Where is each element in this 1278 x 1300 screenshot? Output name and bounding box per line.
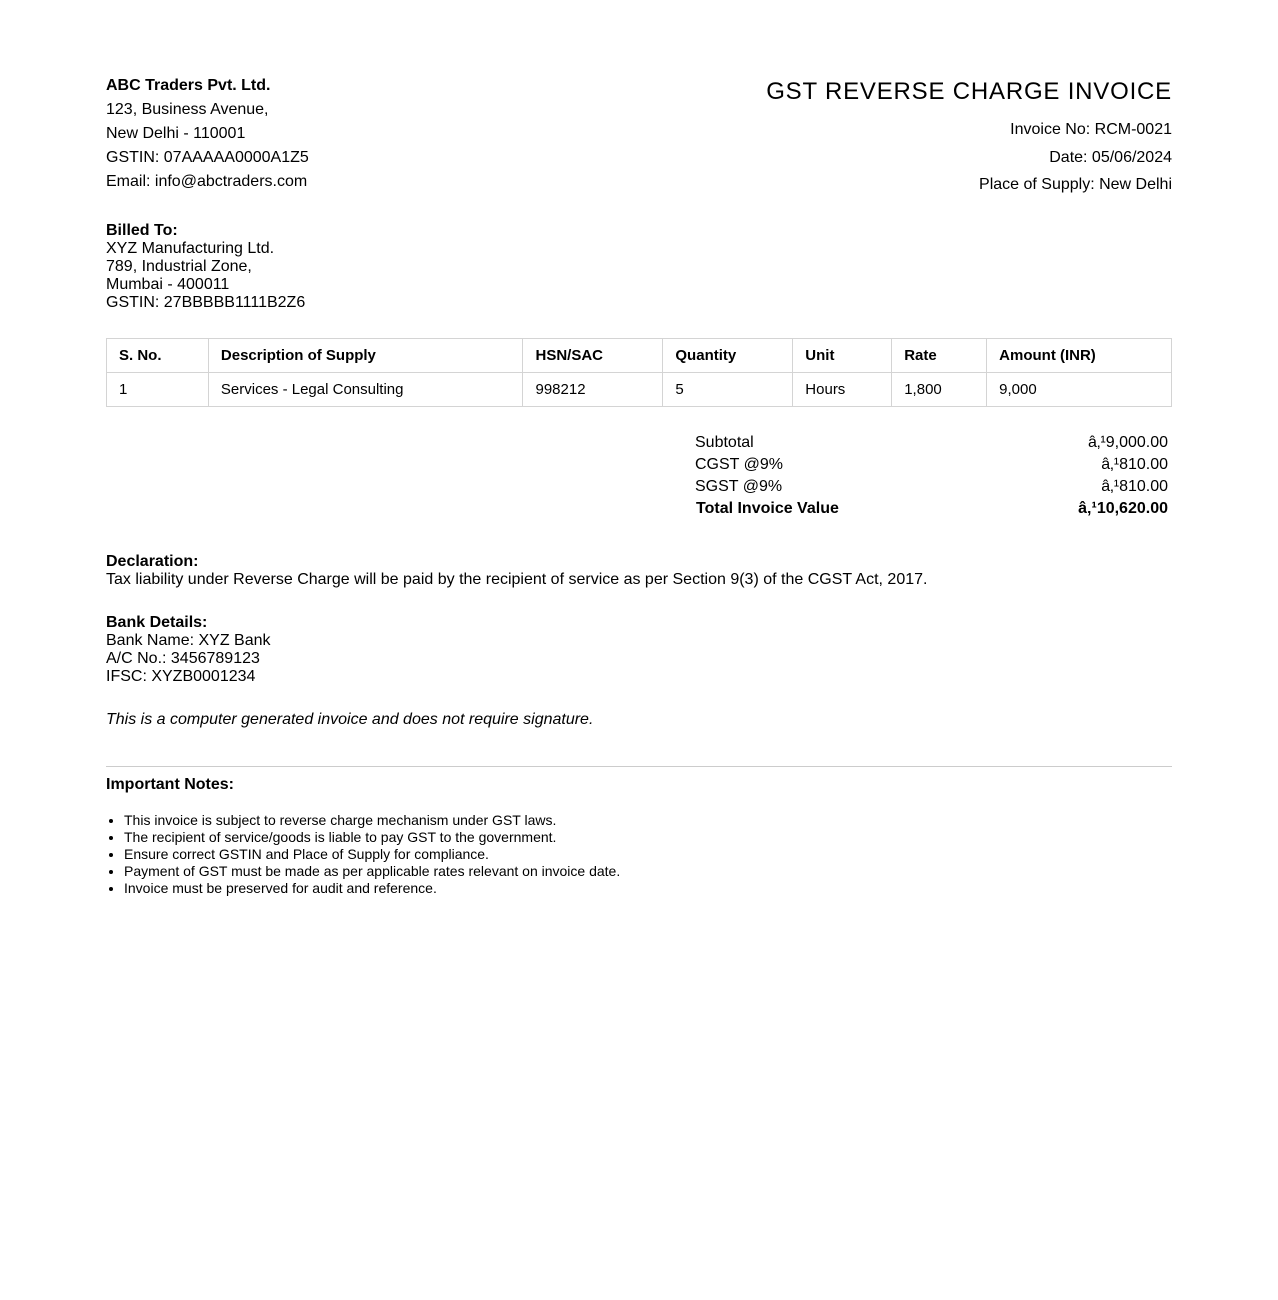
billed-to-name: XYZ Manufacturing Ltd. xyxy=(106,240,275,257)
total-value: â‚¹10,620.00 xyxy=(1078,500,1168,517)
total-label: Total Invoice Value xyxy=(696,500,839,517)
cgst-row xyxy=(695,454,1171,476)
cell-rate: 1,800 xyxy=(892,373,987,407)
billed-to-address-line-1: 789, Industrial Zone, xyxy=(106,258,252,275)
column-header-amount: Amount (INR) xyxy=(987,339,1172,373)
cgst-value: â‚¹810.00 xyxy=(1101,456,1168,473)
invoice-number: Invoice No: RCM-0021 xyxy=(1010,121,1172,138)
subtotal-row xyxy=(695,432,1171,454)
invoice-meta xyxy=(572,76,1172,199)
column-header-hsn-sac: HSN/SAC xyxy=(523,339,663,373)
bank-account-number: A/C No.: 3456789123 xyxy=(106,650,260,667)
sender-details xyxy=(106,74,506,194)
place-of-supply: Place of Supply: New Delhi xyxy=(979,176,1172,193)
list-item: • The recipient of service/goods is liable to pay GST to the government. xyxy=(124,829,1172,846)
bank-ifsc: IFSC: XYZB0001234 xyxy=(106,668,256,685)
bank-details-heading: Bank Details: xyxy=(106,614,208,631)
declaration xyxy=(106,553,927,589)
sender-email: Email: info@abctraders.com xyxy=(106,173,308,190)
billed-to-heading: Billed To: xyxy=(106,222,178,239)
cell-amount: 9,000 xyxy=(987,373,1172,407)
column-header-quantity: Quantity xyxy=(663,339,793,373)
subtotal-label: Subtotal xyxy=(695,434,754,451)
invoice-title: GST REVERSE CHARGE INVOICE xyxy=(766,78,1172,105)
invoice-date: Date: 05/06/2024 xyxy=(1049,148,1172,166)
bank-name: Bank Name: XYZ Bank xyxy=(106,632,271,649)
billed-to-gstin: GSTIN: 27BBBBB1111B2Z6 xyxy=(106,294,306,311)
sgst-label: SGST @9% xyxy=(695,478,783,495)
items-table xyxy=(106,338,1172,407)
sender-gstin: GSTIN: 07AAAAA0000A1Z5 xyxy=(106,149,309,166)
sender-company-name: ABC Traders Pvt. Ltd. xyxy=(106,77,271,94)
table-row xyxy=(107,373,1172,407)
important-notes-heading: Important Notes: xyxy=(106,776,234,793)
sgst-value: â‚¹810.00 xyxy=(1101,478,1168,495)
important-notes xyxy=(106,776,1172,897)
cgst-label: CGST @9% xyxy=(695,456,783,473)
declaration-text: Tax liability under Reverse Charge will be paid by the recipient of service as per Section 9(3) of the CGST Act, 2017. xyxy=(106,571,928,588)
sgst-row xyxy=(695,476,1171,498)
billed-to xyxy=(106,222,305,312)
sender-address-line-2: New Delhi - 110001 xyxy=(106,125,246,142)
column-header-rate: Rate xyxy=(892,339,987,373)
computer-generated-note: This is a computer generated invoice and does not require signature. xyxy=(106,711,594,728)
subtotal-value: â‚¹9,000.00 xyxy=(1087,434,1168,451)
section-divider xyxy=(106,766,1172,767)
cell-hsn-sac: 998212 xyxy=(523,373,663,407)
list-item: • Ensure correct GSTIN and Place of Supply for compliance. xyxy=(124,846,1172,863)
column-header-sno: S. No. xyxy=(107,339,209,373)
billed-to-address-line-2: Mumbai - 400011 xyxy=(106,276,230,293)
bank-details xyxy=(106,614,271,686)
list-item: • This invoice is subject to reverse charge mechanism under GST laws. xyxy=(124,812,1172,829)
totals-summary xyxy=(695,432,1171,520)
declaration-heading: Declaration: xyxy=(106,553,199,570)
cell-description: Services - Legal Consulting xyxy=(208,373,523,407)
column-header-unit: Unit xyxy=(793,339,892,373)
list-item: • Payment of GST must be made as per applicable rates relevant on invoice date. xyxy=(124,863,1172,880)
list-item: • Invoice must be preserved for audit and reference. xyxy=(124,880,1172,897)
cell-quantity: 5 xyxy=(663,373,793,407)
table-header-row xyxy=(107,339,1172,373)
total-row xyxy=(695,498,1171,520)
cell-sno: 1 xyxy=(107,373,209,407)
important-notes-list xyxy=(106,812,1172,897)
cell-unit: Hours xyxy=(793,373,892,407)
column-header-description: Description of Supply xyxy=(208,339,523,373)
sender-address-line-1: 123, Business Avenue, xyxy=(106,101,269,118)
